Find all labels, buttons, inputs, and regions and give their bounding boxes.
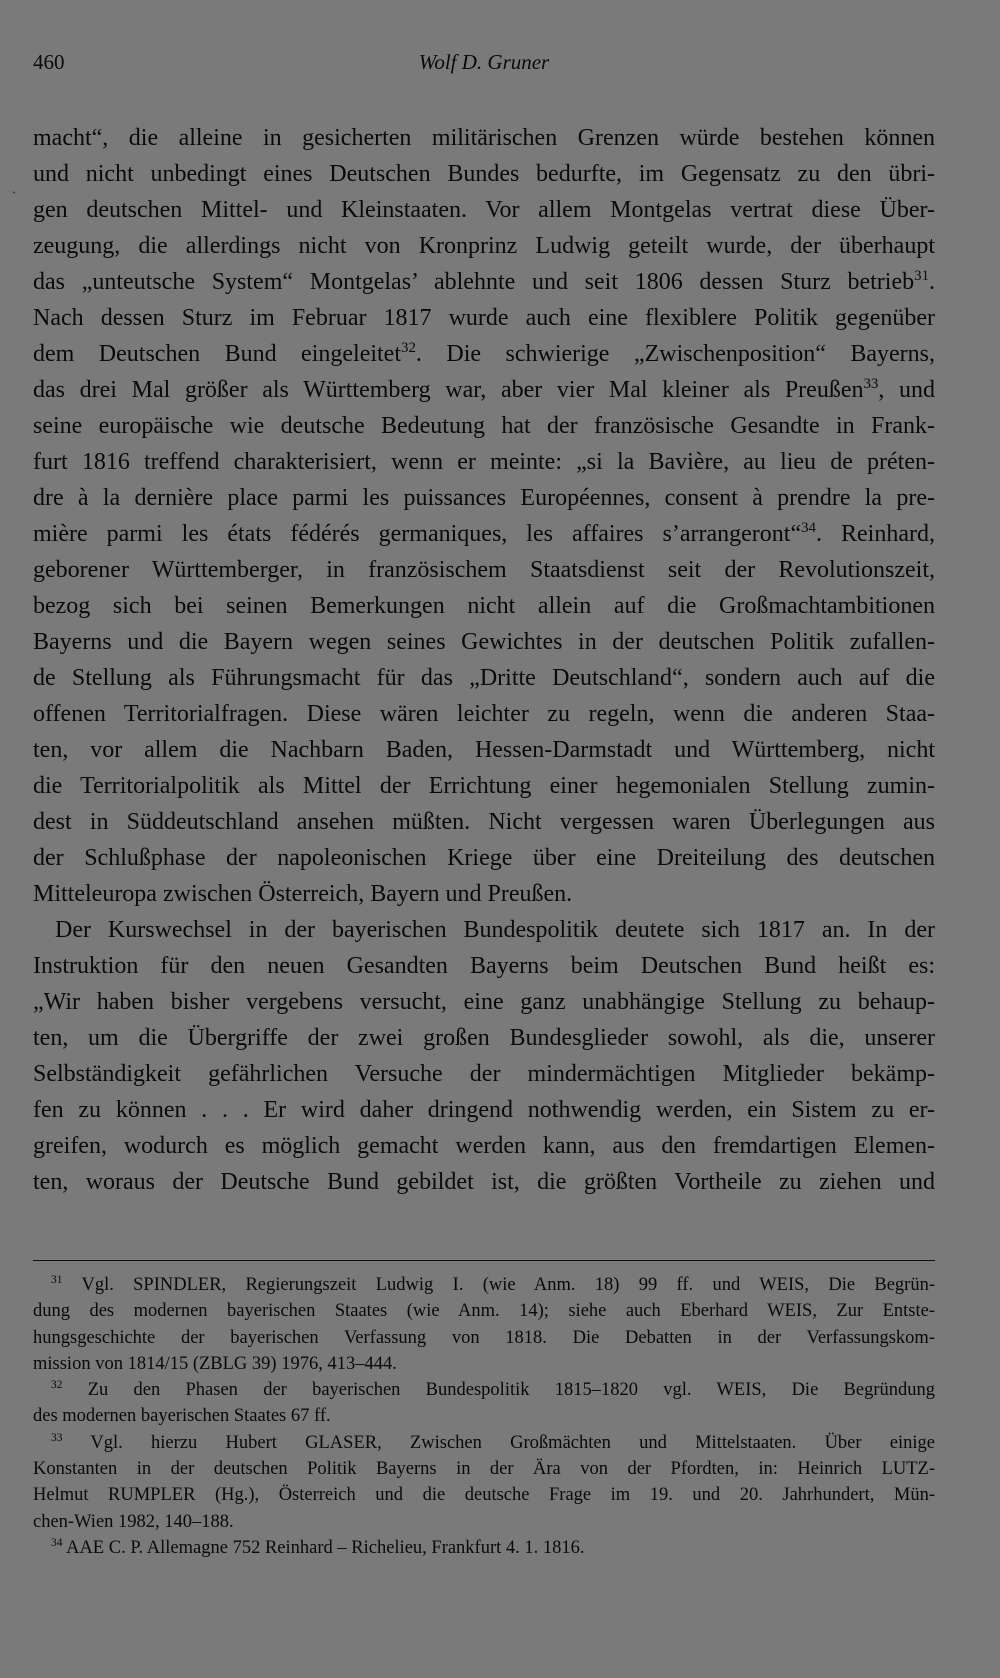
text-segment: dem Deutschen Bund eingeleitet: [33, 341, 402, 367]
footnote-31: [33, 1272, 935, 1298]
text-line: geborener Württemberger, in französischem Staatsdienst seit der Revolutionszeit,: [33, 557, 935, 583]
text-segment: .: [929, 269, 935, 295]
footnote-divider: [33, 1260, 935, 1261]
footnote-line: hungsgeschichte der bayerischen Verfassung von 1818. Die Debatten in der Verfassungskom-: [33, 1327, 935, 1348]
text-line: de Stellung als Führungsmacht für das „Dritte Deutschland“, sondern auch auf die: [33, 665, 935, 691]
running-head: [33, 50, 935, 84]
footnote-number: 31: [51, 1273, 63, 1286]
footnote-number: 33: [51, 1431, 63, 1444]
footnote-line: dung des modernen bayerischen Staates (wie Anm. 14); siehe auch Eberhard WEIS, Zur Entste-: [33, 1301, 935, 1322]
body-text: [33, 120, 935, 1200]
text-line: bezog sich bei seinen Bemerkungen nicht allein auf die Großmachtambitionen: [33, 593, 935, 619]
footnote-text: Zu den Phasen der bayerischen Bundespolitik 1815–1820 vgl. WEIS, Die Begründung: [87, 1380, 935, 1401]
footnote-text: AAE C. P. Allemagne 752 Reinhard – Richelieu, Frankfurt 4. 1. 1816.: [66, 1537, 585, 1558]
footnote-ref-33: 33: [863, 376, 879, 392]
text-line: gen deutschen Mittel- und Kleinstaaten. Vor allem Montgelas vertrat diese Über-: [33, 197, 935, 223]
margin-mark: ˎ: [12, 180, 16, 194]
text-line: Bayerns und die Bayern wegen seines Gewichtes in der deutschen Politik zufallen-: [33, 629, 935, 655]
footnotes: [33, 1272, 935, 1561]
text-line: dre à la dernière place parmi les puissances Européennes, consent à prendre la pre-: [33, 485, 935, 511]
footnote-33: [33, 1430, 935, 1456]
text-segment: das drei Mal größer als Württemberg war, aber vier Mal kleiner als Preußen: [33, 377, 864, 403]
footnote-ref-34: 34: [801, 520, 816, 536]
text-line: Selbständigkeit gefährlichen Versuche der mindermächtigen Mitglieder bekämp-: [33, 1061, 935, 1087]
text-line: fen zu können . . . Er wird daher dringend nothwendig werden, ein Sistem zu er-: [33, 1097, 935, 1123]
footnote-text: Vgl. SPINDLER, Regierungszeit Ludwig I. (wie Anm. 18) 99 ff. und WEIS, Die Begrün-: [81, 1275, 935, 1295]
text-line: greifen, wodurch es möglich gemacht werden kann, aus den fremdartigen Elemen-: [33, 1133, 935, 1159]
text-line: [33, 264, 935, 300]
footnote-number: 32: [51, 1379, 63, 1392]
footnote-number: 34: [51, 1536, 63, 1549]
text-line: Der Kurswechsel in der bayerischen Bundespolitik deutete sich 1817 an. In der: [55, 917, 935, 943]
header-author: Wolf D. Gruner: [418, 50, 550, 74]
footnote-ref-32: 32: [401, 340, 416, 356]
text-segment: , und: [878, 377, 935, 403]
text-line: [33, 336, 935, 372]
page-number: 460: [33, 50, 65, 74]
text-line: [33, 516, 935, 552]
text-line: die Territorialpolitik als Mittel der Errichtung einer hegemonialen Stellung zumin-: [33, 773, 935, 799]
text-line: zeugung, die allerdings nicht von Kronprinz Ludwig geteilt wurde, der überhaupt: [33, 233, 935, 259]
text-line: [33, 372, 935, 408]
text-line: offenen Territorialfragen. Diese wären leichter zu regeln, wenn die anderen Staa-: [33, 701, 935, 727]
text-line: Nach dessen Sturz im Februar 1817 wurde auch eine flexiblere Politik gegenüber: [33, 305, 935, 331]
text-segment: das „unteutsche System“ Montgelas’ ablehnte und seit 1806 dessen Sturz betrieb: [33, 269, 915, 295]
text-line: „Wir haben bisher vergebens versucht, eine ganz unabhängige Stellung zu behaup-: [33, 989, 935, 1015]
text-line: dest in Süddeutschland ansehen müßten. Nicht vergessen waren Überlegungen aus: [33, 809, 935, 835]
text-line: und nicht unbedingt eines Deutschen Bundes bedurfte, im Gegensatz zu den übri-: [33, 161, 935, 187]
footnote-32: [33, 1377, 935, 1403]
footnote-text: Vgl. hierzu Hubert GLASER, Zwischen Großmächten und Mittelstaaten. Über einige: [90, 1432, 935, 1453]
text-line: ten, vor allem die Nachbarn Baden, Hessen-Darmstadt und Württemberg, nicht: [33, 737, 935, 763]
text-line: macht“, die alleine in gesicherten militärischen Grenzen würde bestehen können: [33, 125, 935, 151]
text-line: Mitteleuropa zwischen Österreich, Bayern und Preußen.: [33, 881, 573, 907]
footnote-line: Konstanten in der deutschen Politik Bayerns in der Ära von der Pfordten, in: Heinrich LUTZ-: [33, 1459, 935, 1480]
footnote-ref-31: 31: [914, 268, 929, 284]
footnote-line: mission von 1814/15 (ZBLG 39) 1976, 413–444.: [33, 1353, 397, 1374]
footnote-line: chen-Wien 1982, 140–188.: [33, 1511, 234, 1532]
text-line: der Schlußphase der napoleonischen Kriege über eine Dreiteilung des deutschen: [33, 845, 935, 871]
footnote-line: Helmut RUMPLER (Hg.), Österreich und die deutsche Frage im 19. und 20. Jahrhundert, Mün-: [33, 1485, 935, 1506]
footnote-34: [33, 1535, 935, 1561]
text-line: Instruktion für den neuen Gesandten Bayerns beim Deutschen Bund heißt es:: [33, 953, 935, 979]
text-segment: . Reinhard,: [815, 521, 935, 547]
text-segment: mière parmi les états fédérés germaniques, les affaires s’arrangeront“: [33, 521, 802, 547]
footnote-line: des modernen bayerischen Staates 67 ff.: [33, 1406, 331, 1427]
text-line: ten, um die Übergriffe der zwei großen Bundesglieder sowohl, als die, unserer: [33, 1025, 935, 1051]
text-line: furt 1816 treffend charakterisiert, wenn er meinte: „si la Bavière, au lieu de préten-: [33, 449, 935, 475]
text-line: seine europäische wie deutsche Bedeutung hat der französische Gesandte in Frank-: [33, 413, 935, 439]
text-line: ten, woraus der Deutsche Bund gebildet ist, die größten Vortheile zu ziehen und: [33, 1169, 935, 1195]
text-segment: . Die schwierige „Zwischenposition“ Bayerns,: [415, 341, 935, 367]
